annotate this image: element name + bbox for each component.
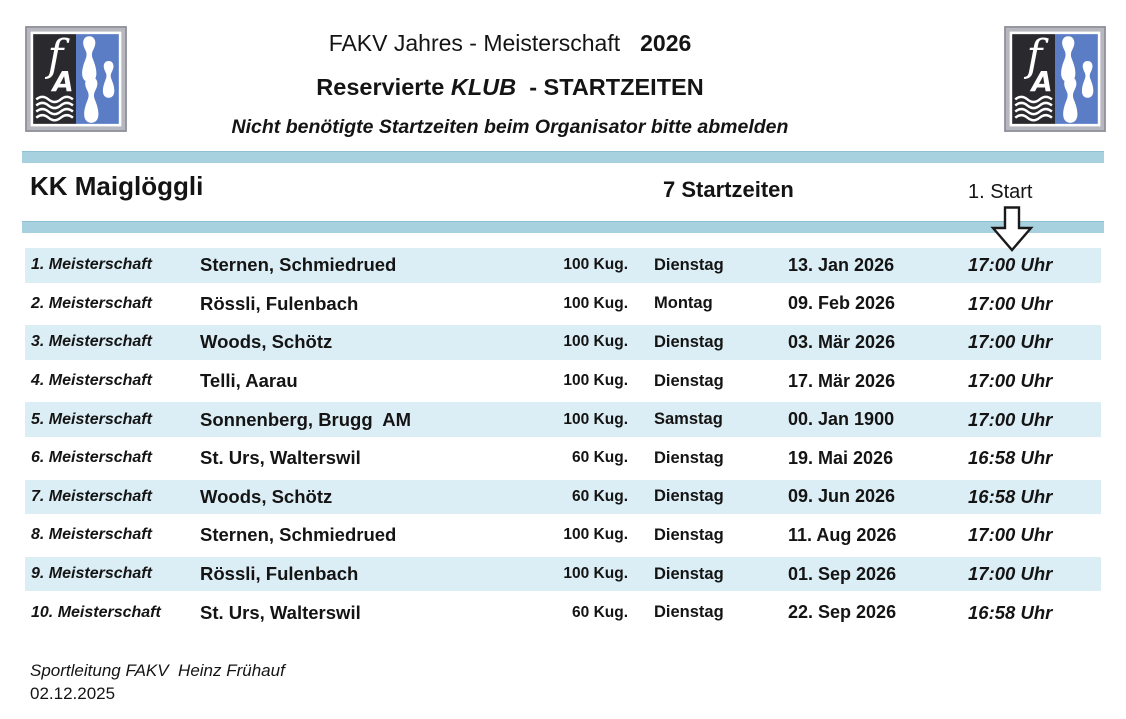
row-label: 10. Meisterschaft [31,603,161,621]
table-row [25,323,1101,362]
date: 00. Jan 1900 [788,409,895,430]
date: 09. Feb 2026 [788,293,896,314]
venue: Rössli, Fulenbach [200,292,359,314]
title-main: FAKV Jahres - Meisterschaft [328,30,621,56]
table-row [25,400,1101,439]
club-name: KK Maiglöggli [30,171,204,201]
kugeln: 100 Kug. [563,410,628,428]
footer-date: 02.12.2025 [30,684,116,703]
row-label: 6. Meisterschaft [31,449,152,467]
weekday: Samstag [654,410,723,429]
divider-bar-top [22,151,1104,163]
footer-sportleitung: Sportleitung FAKV Heinz Frühauf [30,661,285,680]
svg-text:A: A [1031,66,1053,99]
row-label: 3. Meisterschaft [31,333,152,351]
table-row [25,439,1101,478]
start-time: 16:58 Uhr [968,601,1053,623]
svg-text:f: f [47,30,64,81]
venue: St. Urs, Walterswil [200,447,361,469]
schedule-table [25,246,1101,632]
start-time: 17:00 Uhr [968,524,1053,546]
row-label: 8. Meisterschaft [31,526,152,544]
weekday: Dienstag [654,255,724,274]
svg-text:f: f [1026,30,1043,81]
date: 17. Mär 2026 [788,370,896,391]
startzeiten-count: 7 Startzeiten [663,177,794,202]
down-arrow-icon [990,206,1034,252]
date: 09. Jun 2026 [788,486,896,507]
venue: St. Urs, Walterswil [200,601,361,623]
start-time: 17:00 Uhr [968,331,1053,353]
row-label: 2. Meisterschaft [31,294,152,312]
date: 19. Mai 2026 [788,447,894,468]
venue: Woods, Schötz [200,485,333,507]
table-row [25,478,1101,517]
title-year: 2026 [640,30,692,56]
kugeln: 100 Kug. [563,256,628,274]
kugeln: 100 Kug. [563,526,628,544]
table-row [25,555,1101,594]
venue: Sonnenberg, Brugg AM [200,408,412,430]
kugeln: 60 Kug. [572,449,628,467]
start-time: 17:00 Uhr [968,292,1053,314]
venue: Telli, Aarau [200,370,298,392]
svg-text:A: A [52,66,74,99]
venue: Sternen, Schmiedrued [200,254,397,276]
row-label: 1. Meisterschaft [31,256,152,274]
weekday: Dienstag [654,332,724,351]
venue: Rössli, Fulenbach [200,563,359,585]
weekday: Dienstag [654,525,724,544]
start-time: 17:00 Uhr [968,370,1053,392]
fakv-logo-right [1004,26,1106,132]
title-block [140,30,880,139]
kugeln: 60 Kug. [572,487,628,505]
kugeln: 100 Kug. [563,333,628,351]
table-row [25,593,1101,632]
row-label: 5. Meisterschaft [31,410,152,428]
kugeln: 100 Kug. [563,294,628,312]
weekday: Dienstag [654,487,724,506]
weekday: Dienstag [654,564,724,583]
start-time: 17:00 Uhr [968,254,1053,276]
date: 13. Jan 2026 [788,254,895,275]
weekday: Montag [654,294,713,313]
table-row [25,516,1101,555]
document-subtitle: Reservierte KLUB - STARTZEITEN [316,74,704,100]
fakv-logo-left [25,26,127,132]
date: 22. Sep 2026 [788,602,897,623]
date: 01. Sep 2026 [788,563,897,584]
footer [30,659,285,705]
venue: Woods, Schötz [200,331,333,353]
kugeln: 100 Kug. [563,372,628,390]
start-time: 17:00 Uhr [968,563,1053,585]
start-time: 16:58 Uhr [968,447,1053,469]
table-row [25,285,1101,324]
klub-word: KLUB [450,74,517,100]
cancellation-note: Nicht benötigte Startzeiten beim Organisator bitte abmelden [231,116,789,138]
date: 11. Aug 2026 [788,524,897,545]
date: 03. Mär 2026 [788,331,896,352]
venue: Sternen, Schmiedrued [200,524,397,546]
document-title [140,30,880,57]
table-row [25,362,1101,401]
row-label: 4. Meisterschaft [31,372,152,390]
row-label: 7. Meisterschaft [31,487,152,505]
weekday: Dienstag [654,603,724,622]
divider-bar-bottom [22,221,1104,233]
kugeln: 100 Kug. [563,565,628,583]
first-start-label: 1. Start [968,181,1033,203]
table-row [25,246,1101,285]
start-time: 17:00 Uhr [968,408,1053,430]
start-time: 16:58 Uhr [968,485,1053,507]
weekday: Dienstag [654,371,724,390]
weekday: Dienstag [654,448,724,467]
kugeln: 60 Kug. [572,603,628,621]
row-label: 9. Meisterschaft [31,565,152,583]
